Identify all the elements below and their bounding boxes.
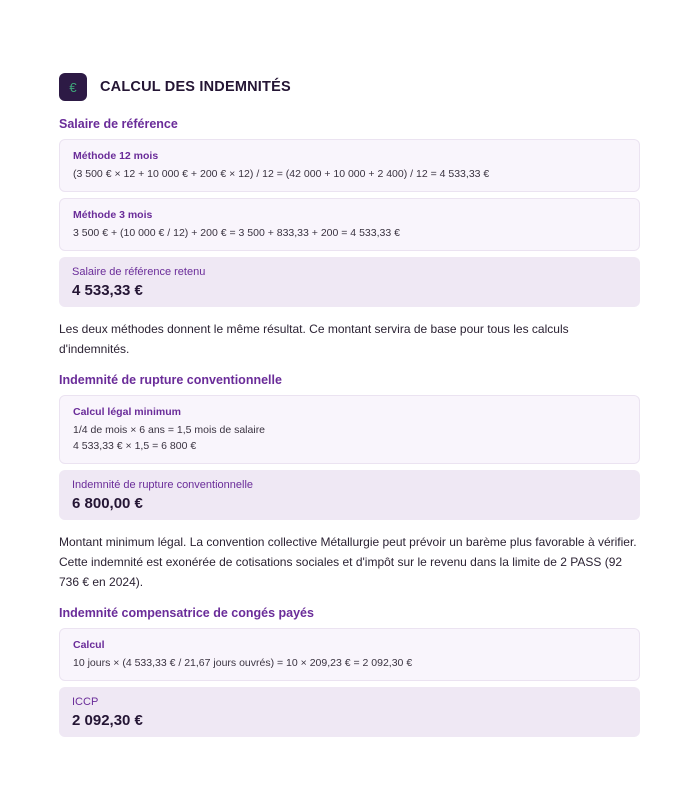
section-note: Les deux méthodes donnent le même résultat. Ce montant servira de base pour tous les calculs d'indemnités. (59, 322, 569, 356)
calc-label: Méthode 12 mois (73, 150, 159, 162)
section-title: Indemnité compensatrice de congés payés (59, 606, 314, 620)
result-reference-salary (59, 257, 640, 307)
result-rupture-indemnity (59, 470, 640, 520)
result-label: ICCP (72, 696, 99, 708)
calc-label: Calcul (73, 639, 105, 651)
panel-header (59, 73, 640, 101)
calc-line: (3 500 € × 12 + 10 000 € + 200 € × 12) / 12 = (42 000 + 10 000 + 2 400) / 12 = 4 533,33 € (73, 168, 490, 180)
calc-box-3-months (59, 198, 640, 251)
calc-line: 1/4 de mois × 6 ans = 1,5 mois de salaire (73, 424, 266, 436)
section-note: Montant minimum légal. La convention collective Métallurgie peut prévoir un barème plus favorable à vérifier. Cette indemnité est exonérée de cotisations sociales et d'impôt sur le revenu dans la limite de 2 PASS (92 736 € en 2024). (59, 535, 637, 589)
calc-line: 4 533,33 € × 1,5 = 6 800 € (73, 440, 197, 452)
section-title: Indemnité de rupture conventionnelle (59, 373, 282, 387)
calc-line: 10 jours × (4 533,33 € / 21,67 jours ouvrés) = 10 × 209,23 € = 2 092,30 € (73, 657, 413, 669)
section-title: Salaire de référence (59, 117, 178, 131)
result-value: 4 533,33 € (72, 282, 143, 299)
calc-box-legal-minimum (59, 395, 640, 464)
indemnities-panel (59, 73, 640, 749)
calc-box-iccp (59, 628, 640, 681)
panel-title: CALCUL DES INDEMNITÉS (100, 79, 291, 95)
calc-label: Calcul légal minimum (73, 406, 181, 418)
result-value: 6 800,00 € (72, 495, 143, 512)
calc-box-12-months (59, 139, 640, 192)
calc-label: Méthode 3 mois (73, 209, 153, 221)
calc-line: 3 500 € + (10 000 € / 12) + 200 € = 3 500 + 833,33 + 200 = 4 533,33 € (73, 227, 400, 239)
result-label: Salaire de référence retenu (72, 266, 206, 278)
result-value: 2 092,30 € (72, 712, 143, 729)
euro-icon: € (59, 73, 87, 101)
result-iccp (59, 687, 640, 737)
result-label: Indemnité de rupture conventionnelle (72, 479, 254, 491)
